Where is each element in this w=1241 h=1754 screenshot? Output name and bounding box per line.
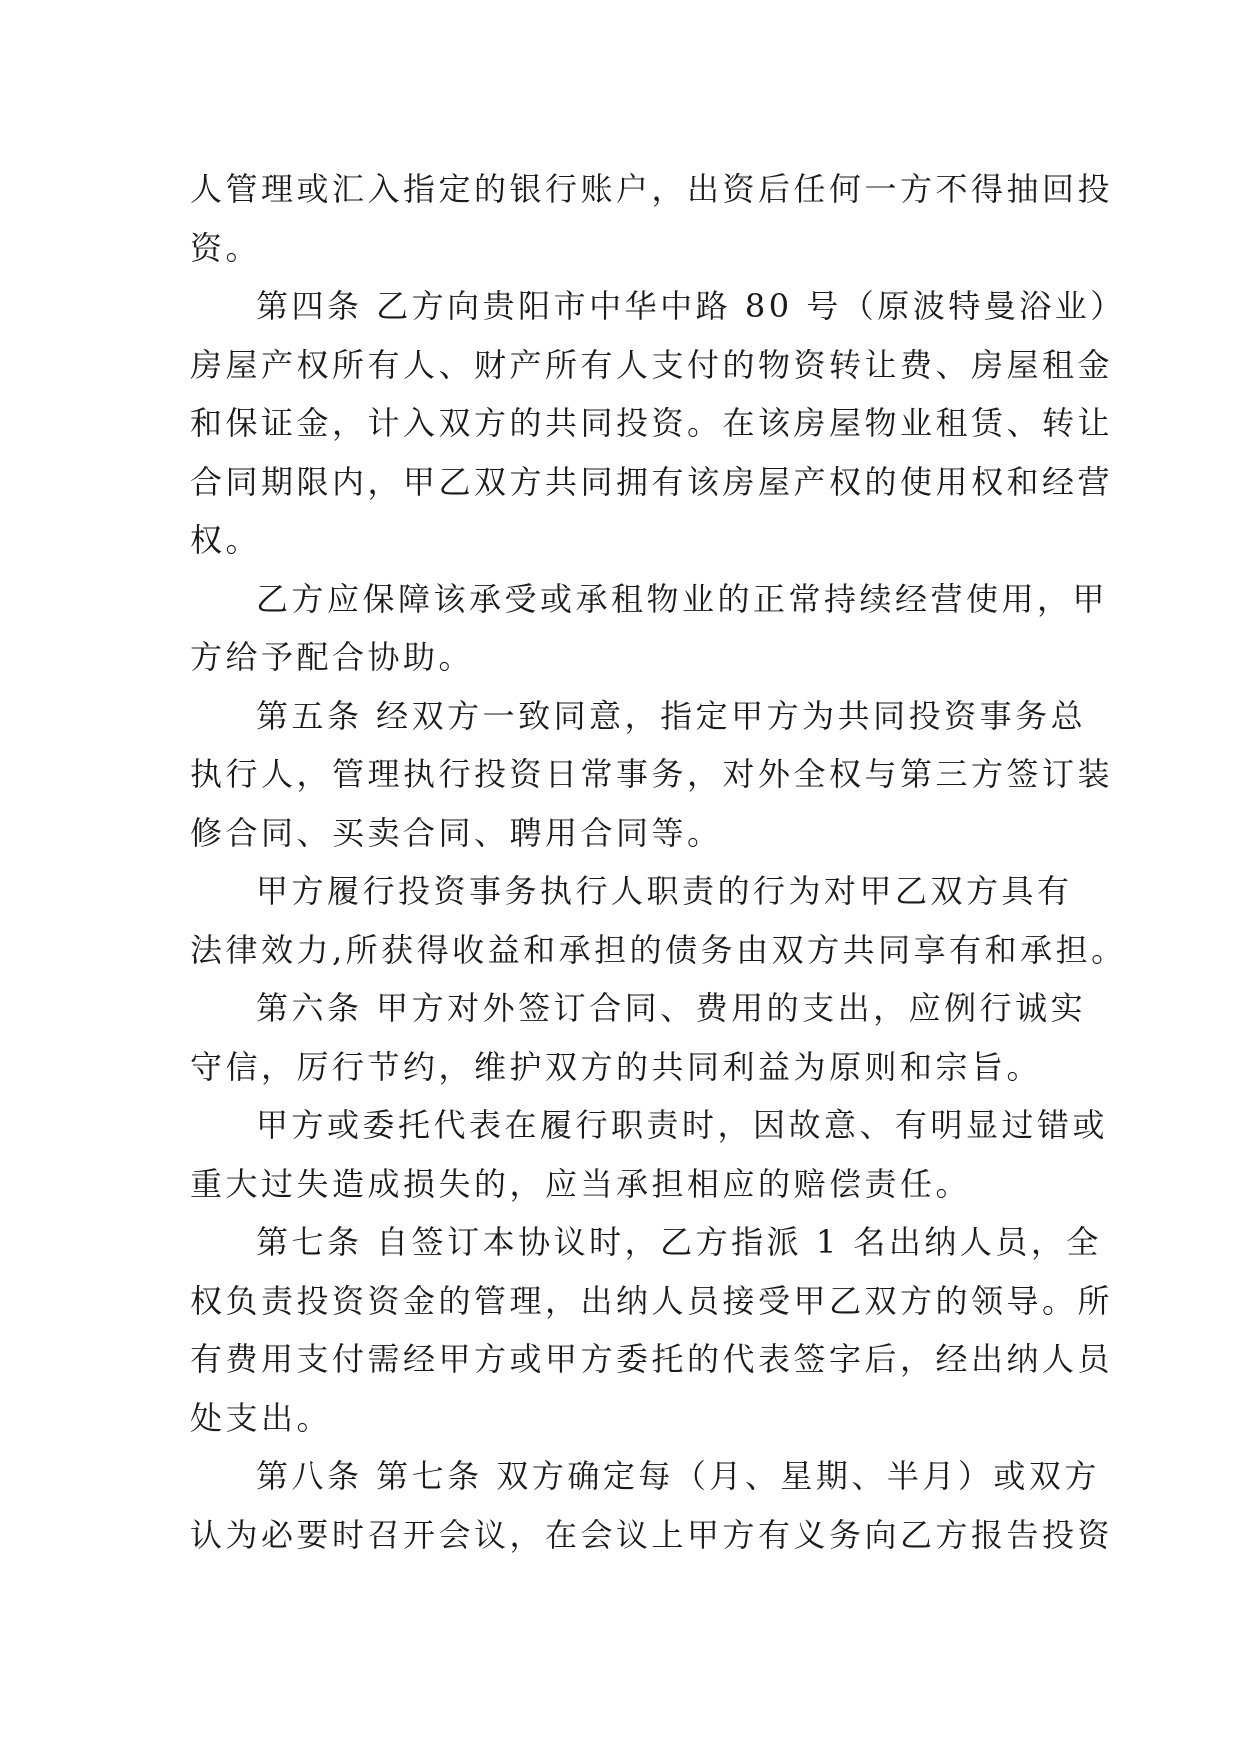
text-line: 和保证金，计入双方的共同投资。在该房屋物业租赁、转让 [190,404,1114,442]
text-line: 有费用支付需经甲方或甲方委托的代表签字后，经出纳人员 [190,1340,1114,1378]
text-line: 法律效力,所获得收益和承担的债务由双方共同享有和承担。 [190,930,1127,969]
paragraph-start-line: 乙方应保障该承受或承租物业的正常持续经营使用，甲 [256,579,1109,618]
text-line: 认为必要时召开会议，在会议上甲方有义务向乙方报告投资 [190,1515,1114,1554]
text-line: 人管理或汇入指定的银行账户，出资后任何一方不得抽回投 [190,170,1114,208]
text-line: 重大过失造成损失的，应当承担相应的赔偿责任。 [190,1164,972,1203]
document-body [190,160,1127,1564]
article-8-heading-line: 第八条 第七条 双方确定每（月、星期、半月）或双方 [256,1457,1100,1495]
paragraph-start-line: 甲方履行投资事务执行人职责的行为对甲乙双方具有 [256,872,1073,910]
text-line: 房屋产权所有人、财产所有人支付的物资转让费、房屋租金 [190,345,1114,384]
article-4-heading-line: 第四条 乙方向贵阳市中华中路 80 号（原波特曼浴业） [256,287,1126,325]
text-line: 方给予配合协助。 [190,638,475,676]
article-7-heading-line: 第七条 自签订本协议时，乙方指派 1 名出纳人员，全 [256,1223,1102,1261]
paragraph-start-line: 甲方或委托代表在履行职责时，因故意、有明显过错或 [256,1106,1109,1144]
article-6-heading-line: 第六条 甲方对外签订合同、费用的支出，应例行诚实 [256,989,1087,1027]
article-5-heading-line: 第五条 经双方一致同意，指定甲方为共同投资事务总 [256,696,1087,735]
text-line: 权负责投资资金的管理，出纳人员接受甲乙双方的领导。所 [190,1281,1114,1320]
text-line: 资。 [190,228,262,267]
text-line: 守信，厉行节约，维护双方的共同利益为原则和宗旨。 [190,1047,1043,1086]
text-line: 合同期限内，甲乙双方共同拥有该房屋产权的使用权和经营 [190,462,1114,501]
text-line: 执行人，管理执行投资日常事务，对外全权与第三方签订装 [190,755,1114,793]
text-line: 权。 [190,521,262,559]
text-line: 处支出。 [190,1398,333,1437]
text-line: 修合同、买卖合同、聘用合同等。 [190,813,723,852]
